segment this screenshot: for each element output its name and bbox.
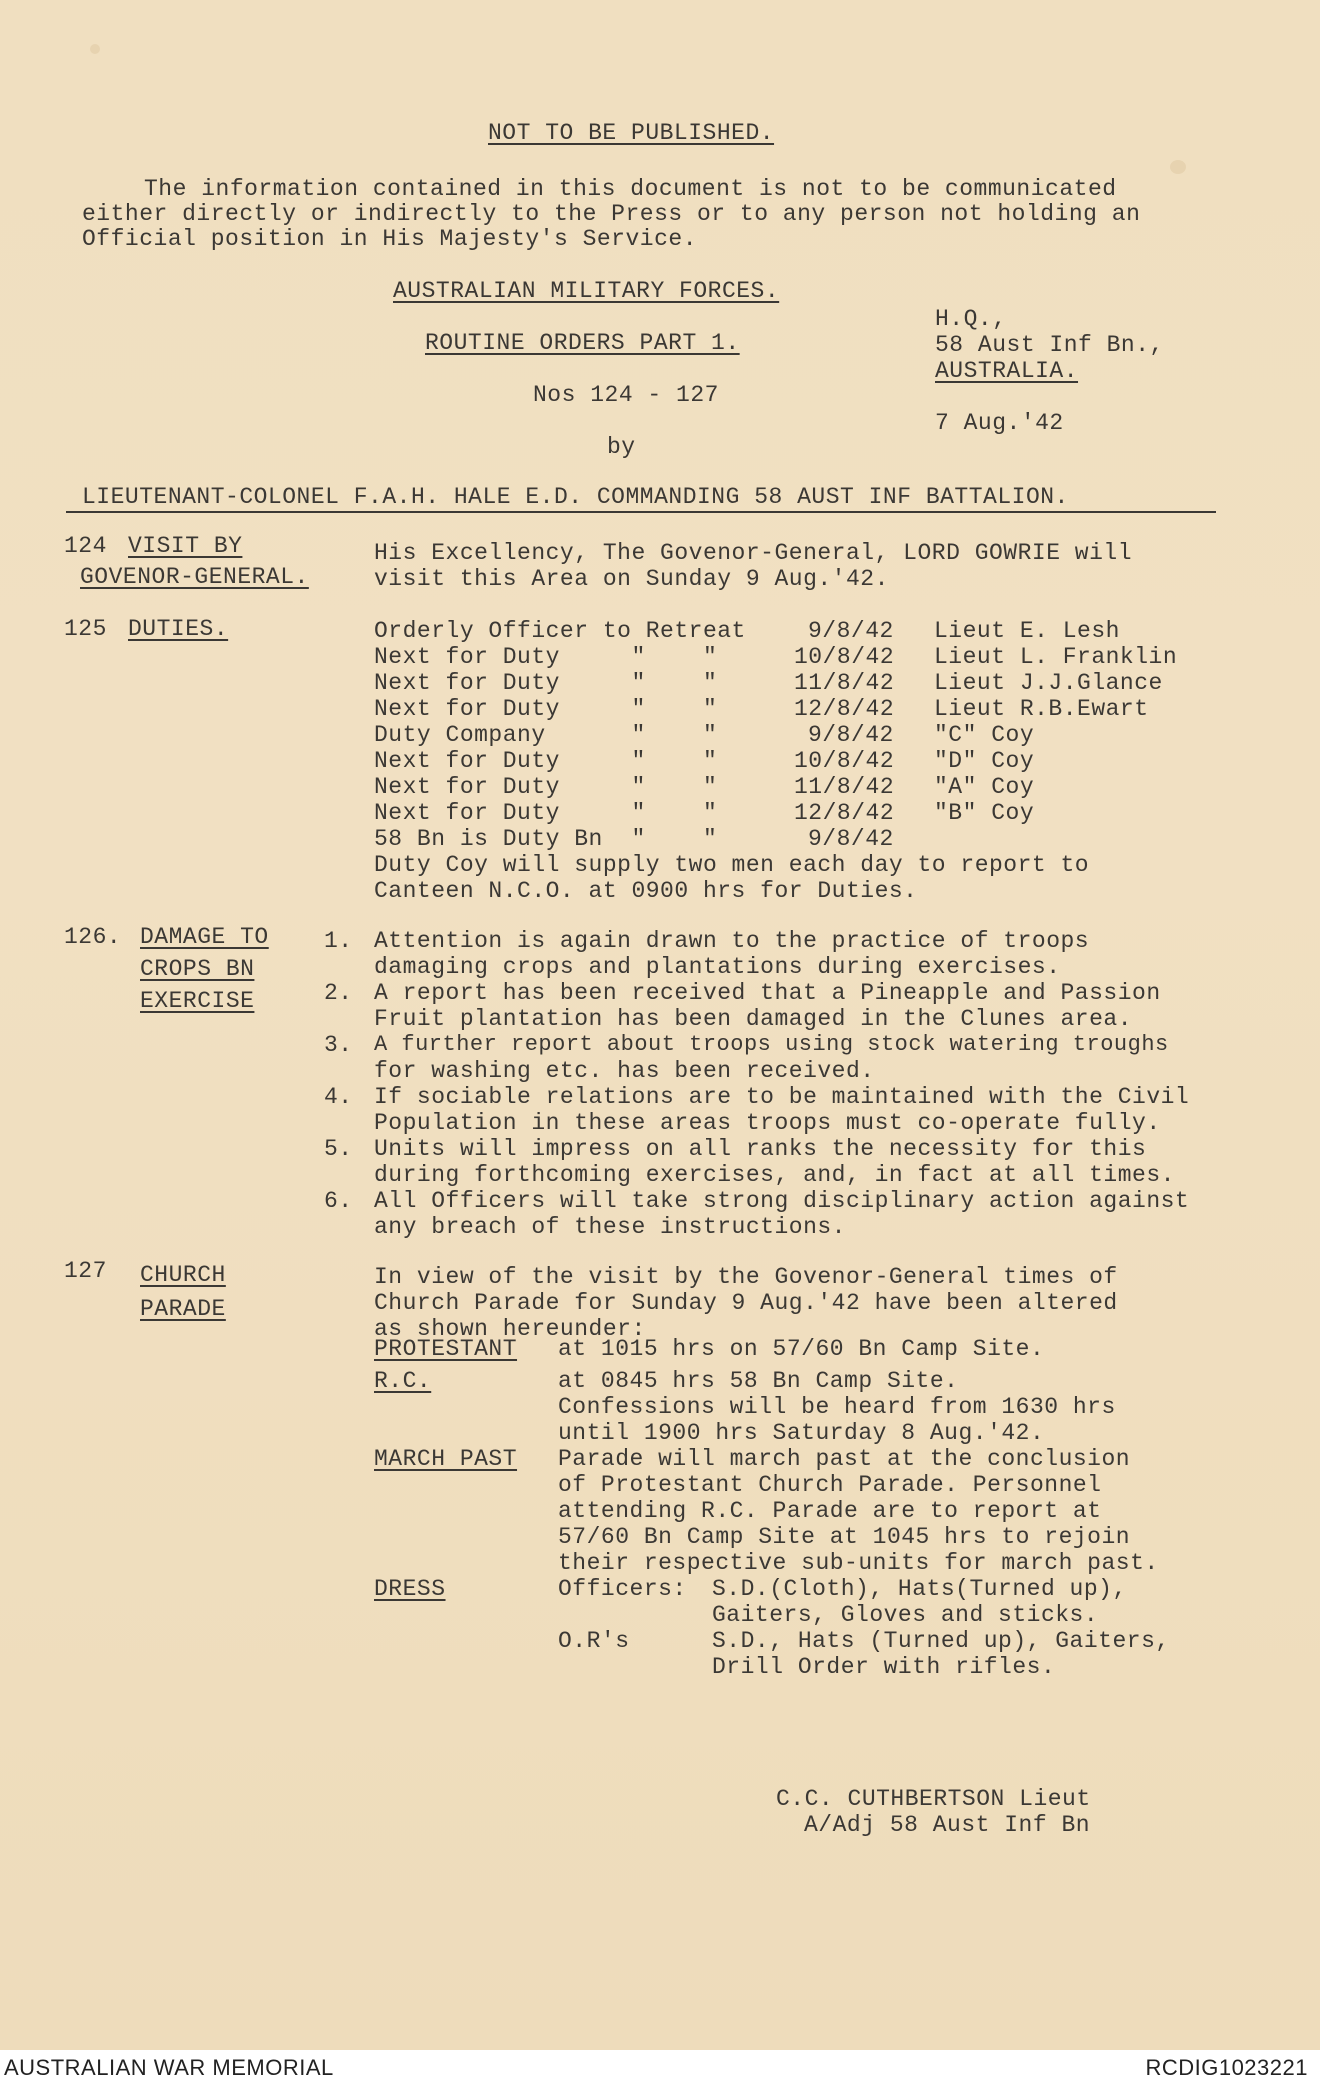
rc-text: Confessions will be heard from 1630 hrs [558,1394,1116,1420]
item-title: CROPS BN [140,956,255,982]
order-numbers: Nos 124 - 127 [533,382,719,408]
item-number: 127 [64,1258,107,1284]
point-text: Units will impress on all ranks the necessity for this [374,1136,1147,1162]
item-title: PARADE [140,1296,226,1322]
march-past-text: of Protestant Church Parade. Personnel [558,1472,1102,1498]
point-number: 1. [324,928,353,954]
duty-date: 10/8/42 [794,644,895,670]
point-number: 4. [324,1084,353,1110]
item-number: 126. [64,924,122,950]
duty-date: 9/8/42 [808,826,894,852]
dress-label: DRESS [374,1576,446,1602]
officers-dress: S.D.(Cloth), Hats(Turned up), [712,1576,1127,1602]
commander-line: LIEUTENANT-COLONEL F.A.H. HALE E.D. COMMANDING 58 AUST INF BATTALION. [82,484,1069,510]
protestant-label: PROTESTANT [374,1336,518,1362]
duty-name: Duty Company " " [374,722,718,748]
item-body: His Excellency, The Govenor-General, LORD GOWRIE will [374,540,1133,566]
item-title: GOVENOR-GENERAL. [80,564,309,590]
point-text: Fruit plantation has been damaged in the Clunes area. [374,1006,1133,1032]
duty-date: 12/8/42 [794,696,895,722]
point-text: A further report about troops using stock watering troughs [374,1032,1169,1057]
header-rule [66,511,1216,513]
duty-assignee: Lieut R.B.Ewart [934,696,1149,722]
point-text: Attention is again drawn to the practice of troops [374,928,1090,954]
reference-id: RCDIG1023221 [1145,2055,1308,2080]
point-text: If sociable relations are to be maintained with the Civil [374,1084,1190,1110]
duty-assignee: "B" Coy [934,800,1035,826]
point-text: A report has been received that a Pineapple and Passion [374,980,1161,1006]
duty-name: Next for Duty " " [374,696,718,722]
notice-line: either directly or indirectly to the Press or to any person not holding an [82,201,1141,227]
duty-name: Next for Duty " " [374,644,718,670]
duty-date: 11/8/42 [794,774,895,800]
archive-footer [0,2050,1320,2082]
march-past-text: 57/60 Bn Camp Site at 1045 hrs to rejoin [558,1524,1131,1550]
point-text: Population in these areas troops must co-operate fully. [374,1110,1161,1136]
duty-assignee: Lieut E. Lesh [934,618,1120,644]
church-intro: Church Parade for Sunday 9 Aug.'42 have been altered [374,1290,1118,1316]
force-title: AUSTRALIAN MILITARY FORCES. [393,278,780,304]
point-text: for washing etc. has been received. [374,1058,875,1084]
duty-assignee: "A" Coy [934,774,1035,800]
duty-assignee: Lieut J.J.Glance [934,670,1163,696]
item-number: 125 [64,616,107,642]
paper-mark [1170,160,1186,174]
order-date: 7 Aug.'42 [935,410,1064,436]
march-past-text: Parade will march past at the conclusion [558,1446,1131,1472]
paper-mark [90,44,100,54]
country-label: AUSTRALIA. [935,358,1079,384]
protestant-text: at 1015 hrs on 57/60 Bn Camp Site. [558,1336,1045,1362]
church-intro: as shown hereunder: [374,1316,646,1342]
duty-name: Next for Duty " " [374,748,718,774]
notice-line: The information contained in this document is not to be communicated [144,176,1117,202]
rc-text: until 1900 hrs Saturday 8 Aug.'42. [558,1420,1045,1446]
ors-label: O.R's [558,1628,630,1654]
item-title: CHURCH [140,1262,226,1288]
signature-name: C.C. CUTHBERTSON Lieut [776,1786,1091,1812]
duty-assignee: "D" Coy [934,748,1035,774]
ors-dress: S.D., Hats (Turned up), Gaiters, [712,1628,1170,1654]
by-label: by [607,434,636,460]
point-text: any breach of these instructions. [374,1214,846,1240]
duty-name: Next for Duty " " [374,774,718,800]
duty-name: Orderly Officer to Retreat [374,618,746,644]
orders-title: ROUTINE ORDERS PART 1. [425,330,740,356]
duty-date: 9/8/42 [808,618,894,644]
march-past-text: their respective sub-units for march past. [558,1550,1159,1576]
item-title: DAMAGE TO [140,924,269,950]
duty-note: Duty Coy will supply two men each day to report to [374,852,1090,878]
duty-name: Next for Duty " " [374,670,718,696]
institution-label: AUSTRALIAN WAR MEMORIAL [4,2055,334,2080]
duty-name: 58 Bn is Duty Bn " " [374,826,718,852]
church-intro: In view of the visit by the Govenor-General times of [374,1264,1118,1290]
restriction-heading: NOT TO BE PUBLISHED. [488,120,775,146]
point-number: 3. [324,1032,353,1058]
point-text: during forthcoming exercises, and, in fact at all times. [374,1162,1175,1188]
duty-date: 9/8/42 [808,722,894,748]
point-number: 5. [324,1136,353,1162]
march-past-label: MARCH PAST [374,1446,518,1472]
duty-date: 10/8/42 [794,748,895,774]
duty-note: Canteen N.C.O. at 0900 hrs for Duties. [374,878,918,904]
duty-assignee: "C" Coy [934,722,1035,748]
duty-name: Next for Duty " " [374,800,718,826]
ors-dress: Drill Order with rifles. [712,1654,1056,1680]
point-number: 6. [324,1188,353,1214]
duty-assignee: Lieut L. Franklin [934,644,1178,670]
item-body: visit this Area on Sunday 9 Aug.'42. [374,566,889,592]
rc-label: R.C. [374,1368,432,1394]
item-title: EXERCISE [140,988,255,1014]
duty-date: 11/8/42 [794,670,895,696]
point-number: 2. [324,980,353,1006]
officers-dress: Gaiters, Gloves and sticks. [712,1602,1099,1628]
rc-text: at 0845 hrs 58 Bn Camp Site. [558,1368,959,1394]
item-title: DUTIES. [128,616,229,642]
hq-label: H.Q., [935,306,1007,332]
duty-date: 12/8/42 [794,800,895,826]
notice-line: Official position in His Majesty's Service. [82,226,697,252]
unit-label: 58 Aust Inf Bn., [935,332,1164,358]
item-number: 124 [64,533,107,559]
officers-label: Officers: [558,1576,687,1602]
march-past-text: attending R.C. Parade are to report at [558,1498,1102,1524]
signature-role: A/Adj 58 Aust Inf Bn [804,1812,1091,1838]
item-title: VISIT BY [128,533,243,559]
point-text: All Officers will take strong disciplinary action against [374,1188,1190,1214]
point-text: damaging crops and plantations during exercises. [374,954,1061,980]
